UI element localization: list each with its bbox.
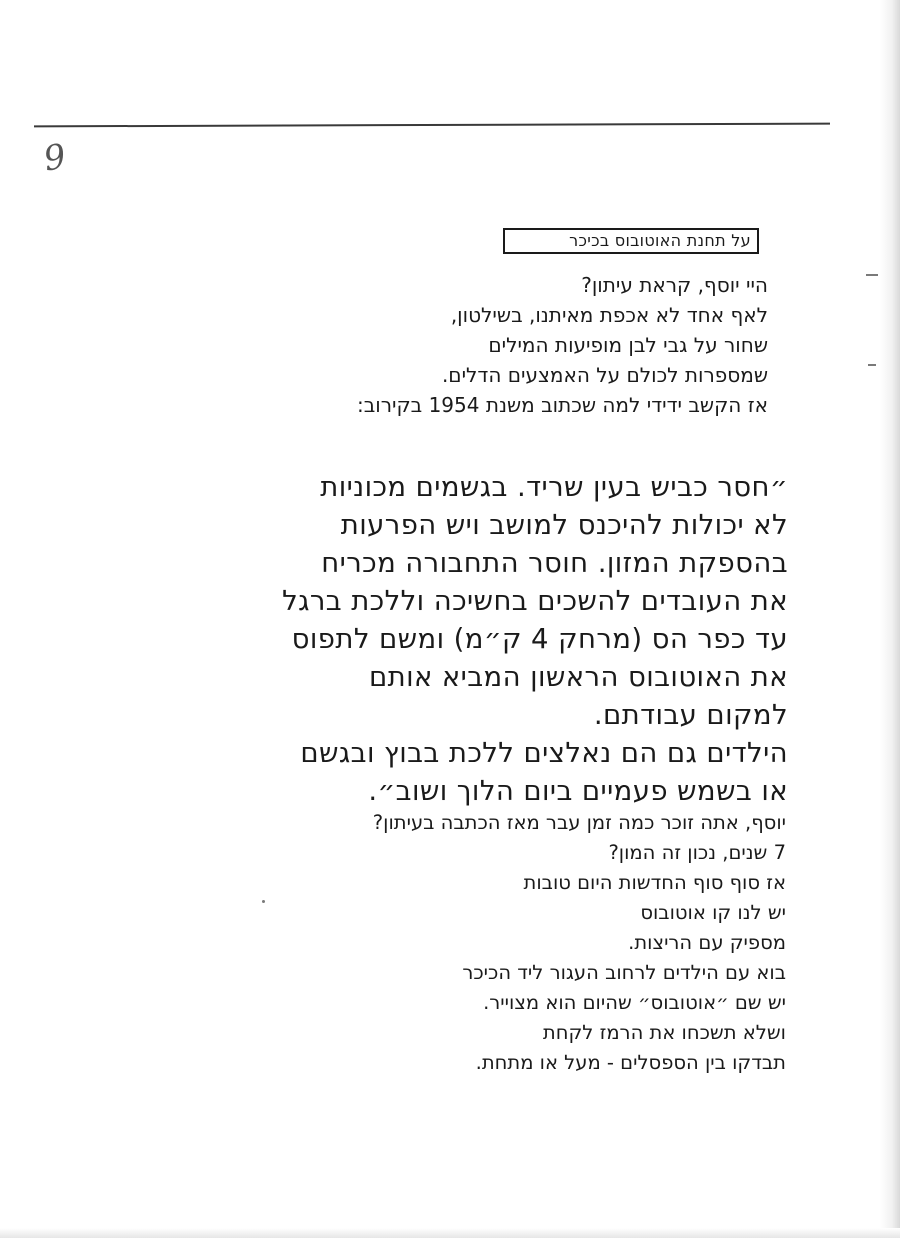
poem-line: יש שם ״אוטובוס״ שהיום הוא מצוייר.: [483, 991, 786, 1014]
poem-line: 7 שנים, נכון זה המון?: [608, 841, 786, 864]
poem-line: אז הקשב ידידי למה שכתוב משנת 1954 בקירוב:: [356, 393, 768, 417]
quote-line: ״חסר כביש בעין שריד. בגשמים מכוניות: [320, 471, 788, 503]
top-divider-line: [34, 123, 830, 128]
poem-line: היי יוסף, קראת עיתון?: [581, 273, 768, 297]
margin-mark: [866, 274, 878, 276]
closing-stanza: [373, 808, 786, 1078]
poem-line: שחור על גבי לבן מופיעות המילים: [488, 333, 768, 357]
margin-mark: [868, 364, 876, 366]
quote-line: לא יכולות להיכנס למושב ויש הפרעות: [340, 509, 788, 541]
quote-line: עד כפר הס (מרחק 4 ק״מ) ומשם לתפוס: [291, 623, 788, 655]
poem-line: יוסף, אתה זוכר כמה זמן עבר מאז הכתבה בעיתון?: [372, 811, 786, 834]
poem-line: לאף אחד לא אכפת מאיתנו, בשילטון,: [450, 303, 768, 327]
quote-line: למקום עבודתם.: [593, 699, 788, 731]
quote-line: הילדים גם הם נאלצים ללכת בבוץ ובגשם: [300, 737, 788, 769]
page-number: 9: [40, 136, 69, 180]
scan-edge-shadow: [880, 0, 900, 1238]
poem-line: בוא עם הילדים לרחוב העגור ליד הכיכר: [462, 961, 786, 984]
poem-line: מספיק עם הריצות.: [628, 931, 786, 954]
poem-line: שמספרות לכולם על האמצעים הדלים.: [441, 363, 768, 387]
quote-line: את העובדים להשכים בחשיכה וללכת ברגל: [282, 585, 788, 617]
poem-line: אז סוף סוף החדשות היום טובות: [523, 871, 786, 894]
quote-line: בהספקת המזון. חוסר התחבורה מכריח: [321, 547, 788, 579]
scan-bottom-shadow: [0, 1228, 900, 1238]
poem-line: יש לנו קו אוטובוס: [640, 901, 786, 924]
poem-line: תבדקו בין הספסלים - מעל או מתחת.: [475, 1051, 786, 1074]
intro-stanza: [357, 270, 768, 420]
poem-title: על תחנת האוטובוס בכיכר: [503, 228, 759, 254]
speck-mark: [262, 900, 265, 903]
newspaper-quote: [282, 468, 788, 810]
poem-line: ושלא תשכחו את הרמז לקחת: [542, 1021, 786, 1044]
quote-line: או בשמש פעמיים ביום הלוך ושוב״.: [368, 775, 788, 807]
quote-line: את האוטובוס הראשון המביא אותם: [368, 661, 788, 693]
